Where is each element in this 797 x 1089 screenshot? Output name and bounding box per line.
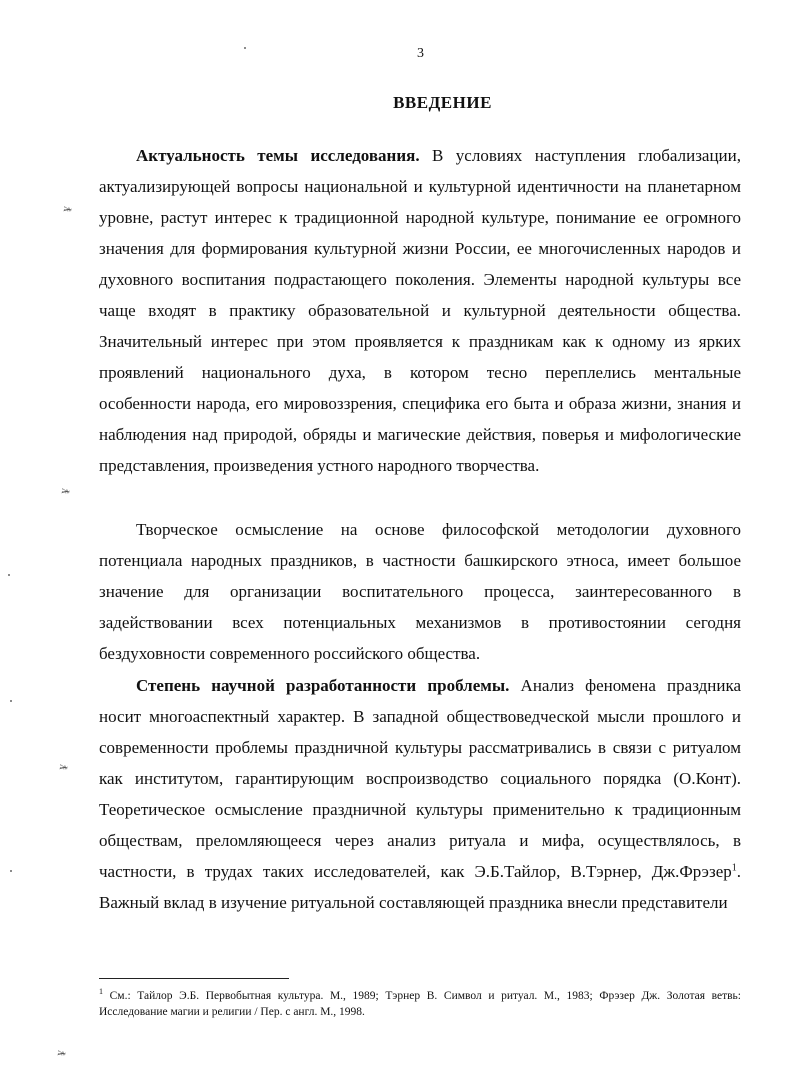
scan-mark: ¥ [57, 763, 71, 772]
page-number: 3 [417, 46, 424, 61]
paragraph-significance [99, 514, 741, 669]
paragraph-body: Анализ феномена праздника носит многоаспектный характер. В западной обществоведческой мысли прошлого и современности проблемы праздничной культуры рассматривались в связи с ритуалом как институтом, гарантирующим воспроизводство социального порядка (О.Конт). Теоретическое осмысление праздничной культуры применительно к традиционным обществам, преломляющееся через анализ ритуала и мифа, осуществлялось, в частности, в трудах таких исследователей, как Э.Б.Тайлор, В.Тэрнер, Дж.Фрэзер [99, 676, 742, 881]
scan-speck [10, 870, 12, 872]
paragraph-lead: Актуальность темы исследования. [136, 146, 420, 165]
scan-speck [244, 47, 246, 49]
paragraph-research-status [99, 670, 741, 918]
paragraph-relevance [99, 140, 741, 481]
scan-mark: ¥ [59, 487, 73, 496]
footnote-divider [99, 978, 289, 979]
footnote-text: См.: Тайлор Э.Б. Первобытная культура. М., 1989; Тэрнер В. Символ и ритуал. М., 1983; Фрэзер Дж. Золотая ветвь: Исследование магии и религии / Пер. с англ. М., 1998. [99, 989, 741, 1018]
scan-speck [10, 700, 12, 702]
scan-mark: ¥ [61, 205, 75, 214]
footnote [99, 984, 741, 1020]
scan-speck [8, 574, 10, 576]
paragraph-lead: Степень научной разработанности проблемы. [136, 676, 510, 695]
paragraph-body: Творческое осмысление на основе философской методологии духовного потенциала народных праздников, в частности башкирского этноса, имеет большое значение для организации воспитательного процесса, заинтересованного в задействовании всех потенциальных механизмов в противостоянии сегодня бездуховности современного российского общества. [99, 520, 741, 663]
page-title: ВВЕДЕНИЕ [393, 93, 492, 112]
paragraph-body: В условиях наступления глобализации, актуализирующей вопросы национальной и культурной идентичности на планетарном уровне, растут интерес к традиционной народной культуре, понимание ее огромного значения для формирования культурной жизни России, ее многочисленных народов и духовного воспитания подрастающего поколения. Элементы народной культуры все чаще входят в практику образовательной и культурной деятельности общества. Значительный интерес при этом проявляется к праздникам как к одному из ярких проявлений национального духа, в котором тесно переплелись ментальные особенности народа, его мировоззрения, специфика его быта и образа жизни, знания и наблюдения над природой, обряды и магические действия, поверья и мифологические представления, произведения устного народного творчества. [99, 146, 742, 475]
footnote-marker: 1 [99, 987, 103, 996]
footnote-reference: 1 [731, 862, 737, 874]
paragraph-body-continued: . Важный вклад в изучение ритуальной составляющей праздника внесли представители [99, 862, 741, 912]
scan-mark: ¥ [55, 1049, 69, 1058]
